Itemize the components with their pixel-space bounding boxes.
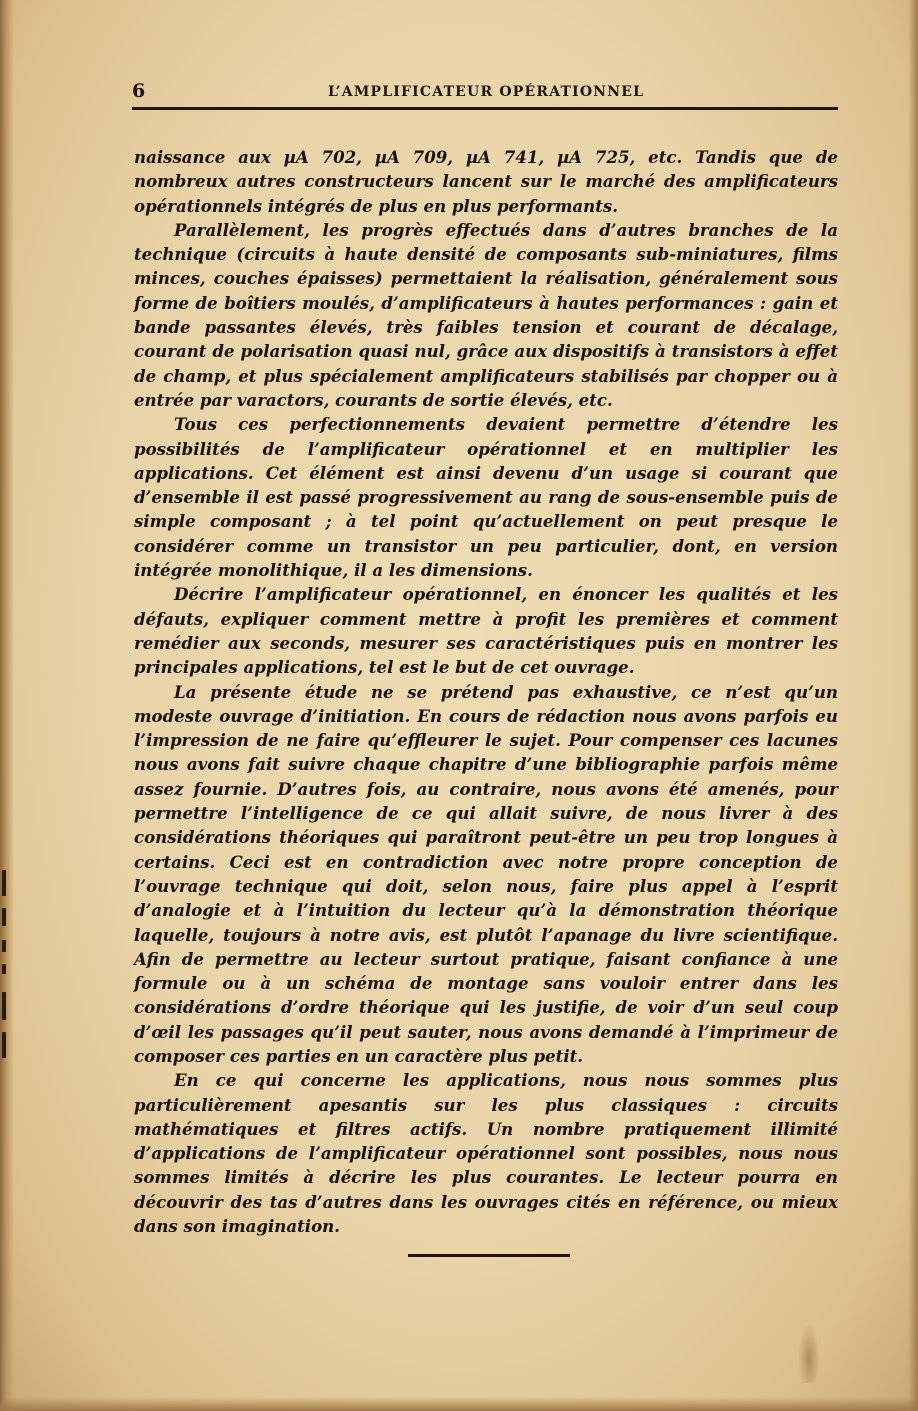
paragraph: naissance aux µA 702, µA 709, µA 741, µA 725, etc. Tandis que de nombreux autres constructeurs lancent sur le marché des amplificateurs opérationnels intégrés de plus en plus performants. [134,147,838,216]
header-rule [132,107,838,110]
page-edge-bottom [0,1397,918,1411]
page-header [132,80,840,106]
binding-marks [0,860,10,1060]
end-rule [408,1254,570,1257]
paragraph: La présente étude ne se prétend pas exhaustive, ce n’est qu’un modeste ouvrage d’initiation. En cours de rédaction nous avons parfois eu l’impression de ne faire qu’effleurer le sujet. Pour compenser ces lacunes nous avons fait suivre chaque chapitre d’une bibliographie parfois même assez fournie. D’autres fois, au contraire, nous avons été amenés, pour permettre l’intelligence de ce qui allait suivre, de nous livrer à des considérations théoriques qui paraîtront peut-être un peu trop longues à certains. Ceci est en contradiction avec notre propre conception de l’ouvrage technique qui doit, selon nous, faire plus appel à l’esprit d’analogie et à l’intuition du lecteur qu’à la démonstration théorique laquelle, toujours à notre avis, est plutôt l’apanage du livre scientifique. Afin de permettre au lecteur surtout pratique, faisant confiance à une formule ou à un schéma de montage sans vouloir entrer dans les considérations d’ordre théorique qui les justifie, de voir d’un seul coup d’œil les passages qu’il peut sauter, nous avons demandé à l’imprimeur de composer ces parties en un caractère plus petit. [134,681,838,1066]
paragraph: Parallèlement, les progrès effectués dans d’autres branches de la technique (circuits à haute densité de composants sub-miniatures, films minces, couches épaisses) permettaient la réalisation, généralement sous forme de boîtiers moulés, d’amplificateurs à hautes performances : gain et bande passantes élevés, très faibles tension et courant de décalage, courant de polarisation quasi nul, grâce aux dispositifs à transistors à effet de champ, et plus spécialement amplificateurs stabilisés par chopper ou à entrée par varactors, courants de sortie élevés, etc. [134,219,838,410]
running-title: L’AMPLIFICATEUR OPÉRATIONNEL [328,84,645,100]
body-text [134,145,838,1238]
paper-stain [798,1323,820,1383]
paragraph: En ce qui concerne les applications, nous nous sommes plus particulièrement apesantis sur les plus classiques : circuits mathématiques et filtres actifs. Un nombre pratiquement illimité d’applications de l’amplificateur opérationnel sont possibles, nous nous sommes limités à décrire les plus courantes. Le lecteur pourra en découvrir des tas d’autres dans les ouvrages cités en référence, ou mieux dans son imagination. [134,1070,838,1237]
page-number: 6 [132,80,146,102]
page-edge-right [908,0,918,1411]
paragraph: Tous ces perfectionnements devaient permettre d’étendre les possibilités de l’amplificateur opérationnel et en multiplier les applications. Cet élément est ainsi devenu d’un usage si courant que d’ensemble il est passé progressivement au rang de sous-ensemble puis de simple composant ; à tel point qu’actuellement on peut presque le considérer comme un transistor un peu particulier, dont, en version intégrée monolithique, il a les dimensions. [134,414,838,581]
page-edge-left [0,0,14,1411]
paragraph: Décrire l’amplificateur opérationnel, en énoncer les qualités et les défauts, expliquer comment mettre à profit les premières et comment remédier aux seconds, mesurer ses caractéristiques puis en montrer les principales applications, tel est le but de cet ouvrage. [134,584,838,678]
